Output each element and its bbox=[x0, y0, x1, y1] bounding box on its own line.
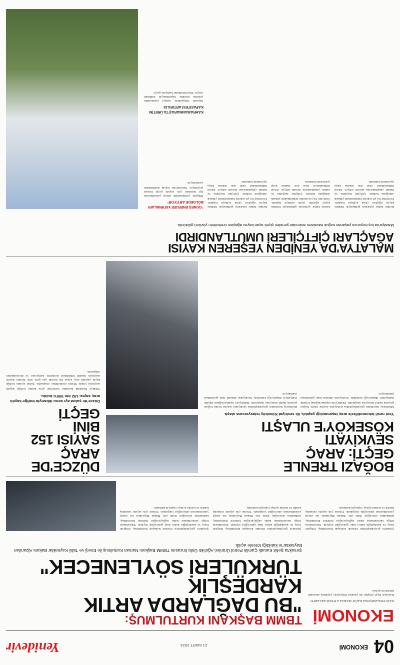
malatya-headline-2: AĞAÇLARI ÇİFTÇİLERİ UMUTLANDIRDI bbox=[175, 229, 394, 244]
top-right-text: Kazançlı fiyat artışları ile pazarın ihtiyaçları yapılmış ekonomi haberleri sayfası bbox=[308, 588, 394, 597]
page-number: 04 bbox=[373, 636, 394, 657]
divider-2 bbox=[6, 256, 394, 257]
train-photo bbox=[106, 415, 198, 473]
main-body-col-1: Şırnak'ta gerçekleştirilen törende konuşan Kurtulmuş, bölgede barış ve kardeşliğin kalıcı hale geleceğini söyledi. Yatırımların bölge ekonomisine katkı sağlayacağını belirten Kurtulmuş, istihdamın artacağını ifade etti. Bakan Bayraktar ise enerji yatırımlarının süreceğini vurguladı. Törene çok sayıda vatandaş katıldı ve tesisin açılışı coşkuyla kutlandı. bbox=[305, 505, 394, 531]
apricot-orchard-photo bbox=[6, 9, 138, 209]
main-story bbox=[6, 535, 302, 627]
malatya-body-col-1: Kentte bahar aylarının gelmesiyle birlikte kayısı ağaçları çiçek açmaya başladı. Üreticiler bu yıl rekolte beklentisinin yüksek olduğunu belirtti. Çiftçiler ilaçlama ve bakım çalışmalarına devam ediyor. Ziraat mühendisleri zirai don riskine karşı uyarılarda bulundu. bbox=[334, 179, 394, 209]
side-headline: "GÜNEŞ ENERJİSİ YATIRIMLARI BÖLGEDE ARTIYOR" bbox=[148, 200, 204, 209]
ekonomi-brand: EKONOMİ bbox=[312, 606, 394, 625]
section-label: EKONOMİ bbox=[339, 643, 368, 649]
malatya-columns bbox=[144, 9, 394, 209]
main-story-columns bbox=[6, 481, 394, 531]
main-body-col-3: Şırnak'ta gerçekleştirilen törende konuşan Kurtulmuş, bölgede barış ve kardeşliğin kalıcı hale geleceğini söyledi. Yatırımların bölge ekonomisine katkı sağlayacağını belirten Kurtulmuş, istihdamın artacağını ifade etti. Bakan Bayraktar ise enerji yatırımlarının süreceğini vurguladı. Törene çok sayıda vatandaş katıldı ve tesisin açılışı coşkuyla kutlandı. bbox=[119, 505, 209, 531]
small-body: Deprem bölgesinde sanayi tesislerinin yeniden üretime başlamasıyla istihdam artıyor. Yeni fabrikalar faaliyete geçti. bbox=[144, 90, 204, 103]
vehicle-body: Türkiye İstatistik Kurumu verilerine göre kentte trafiğe kayıtlı araçların yüzde 50'sini otomobiller oluşturdu. Şubat ayında trafiğe kaydı yapılan araç sayısı bir önceki aya göre arttı. Kentte kayıtlı araçların önemli bölümünü otomobil, kamyonet ve motosikletler oluşturdu. bbox=[6, 369, 100, 391]
vehicle-headline-1: DÜZCE'DE ARAÇ bbox=[31, 445, 100, 475]
top-right-title: NATO DEKAMIŞUMA KAĞIT MAMALA FİYATLARI ARTTI bbox=[310, 599, 394, 603]
side-story bbox=[144, 9, 204, 209]
divider bbox=[6, 476, 394, 477]
newspaper-logo: Yenidevir bbox=[6, 639, 60, 654]
main-kicker: TBMM BAŞKANI KURTULMUŞ: bbox=[124, 613, 302, 627]
brand-block bbox=[308, 539, 394, 625]
vehicle-story bbox=[6, 261, 100, 473]
bogaz-deck: Yeni nesil lokomotiflerle araç taşımacılığı yapıldı, ilk sevkiyat Köseköy istasyonuna ulaştı. bbox=[223, 411, 394, 417]
bogaz-headline-4: KÖSEKÖY'E ULAŞTI bbox=[261, 419, 394, 436]
bogaz-headline-2: GEÇTİ: ARAÇ bbox=[306, 445, 394, 462]
bogaz-body-col-2: Marmaray üzerinden gerçekleştirilen sevkiyatta araçlar trenle boğazı geçerek hedef istasyona ulaştırıldı. Demiryolu taşımacılığının lojistik maliyetleri düşüreceği belirtildi. Sevkiyatın düzenli hale getirilmesi planlanıyor. bbox=[204, 392, 298, 409]
main-body-col-2: Şırnak'ta gerçekleştirilen törende konuşan Kurtulmuş, bölgede barış ve kardeşliğin kalıcı hale geleceğini söyledi. Yatırımların bölge ekonomisine katkı sağlayacağını belirten Kurtulmuş, istihdamın artacağını ifade etti. Bakan Bayraktar ise enerji yatırımlarının süreceğini vurguladı. Törene çok sayıda vatandaş katıldı ve tesisin açılışı coşkuyla kutlandı. bbox=[212, 505, 302, 531]
issue-date: 21 MART 2024 bbox=[180, 643, 208, 649]
ceremony-photo bbox=[6, 481, 116, 531]
side-body: Bölgede yenilenebilir enerji yatırımlarına ilgi artarken çok sayıda proje hayata geçiriliyor. Yatırımcılar teşvik sisteminden yararlanıyor. bbox=[144, 181, 204, 198]
vehicle-headline-2: SAYISI 152 BİNİ bbox=[31, 419, 100, 449]
main-deck: Şırnak'ta Şehit Kanatlı Çamlık Petrol Ürünleri Ağırlıktı Ünlü İmzasını TBMM Başkanı Numan Kurtulmuş ile Enerji ve Tabii Kaynaklar Bakanı Alparslan Bayraktar'ın katıldığı törenle açıldı. bbox=[14, 542, 302, 553]
bogaz-story bbox=[204, 261, 394, 473]
masthead bbox=[6, 630, 394, 661]
bogaz-body-col-1: Marmaray üzerinden gerçekleştirilen sevkiyatta araçlar trenle boğazı geçerek hedef istasyona ulaştırıldı. Demiryolu taşımacılığının lojistik maliyetleri düşüreceği belirtildi. Sevkiyatın düzenli hale getirilmesi planlanıyor. bbox=[300, 392, 394, 409]
malatya-headline-1: MALATYA'DA YENİDEN YEŞEREN KAYISI bbox=[168, 241, 394, 255]
car-photo bbox=[106, 261, 198, 409]
malatya-header bbox=[6, 213, 394, 253]
malatya-deck: Malatya'da kış boyunca yaşanan soğuk havaların ardından yeniden çiçek açan kayısı ağaçları üreticilerin yüzünü güldürdü. bbox=[176, 223, 394, 229]
bogaz-headline-1: BOĞAZI TRENLE bbox=[283, 459, 394, 475]
malatya-body-col-2: Kentte bahar aylarının gelmesiyle birlikte kayısı ağaçları çiçek açmaya başladı. Üreticiler bu yıl rekolte beklentisinin yüksek olduğunu belirtti. Çiftçiler ilaçlama ve bakım çalışmalarına devam ediyor. Ziraat mühendisleri zirai don riskine karşı uyarılarda bulundu. bbox=[271, 179, 331, 209]
vehicle-deck: Düzce'de şubat ayı sonu itibarıyla trafiğe kayıtlı araç sayısı 152 bin 500'ü buldu. bbox=[10, 393, 100, 404]
small-headline: KAHRAMANMARAŞ'TA ÜRETİM KAPASİTESİ ARTIRILDI bbox=[149, 105, 204, 114]
vehicle-headline-3: GEÇTİ bbox=[58, 405, 100, 422]
bogaz-headline-3: SEVKİYATI bbox=[325, 432, 394, 449]
main-headline-line2: TÜRKÜLERİ SÖYLENECEK" bbox=[39, 555, 302, 577]
malatya-body-col-3: Kentte bahar aylarının gelmesiyle birlikte kayısı ağaçları çiçek açmaya başladı. Üreticiler bu yıl rekolte beklentisinin yüksek olduğunu belirtti. Çiftçiler ilaçlama ve bakım çalışmalarına devam ediyor. Ziraat mühendisleri zirai don riskine karşı uyarılarda bulundu. bbox=[207, 179, 267, 209]
main-headline-line1: "BU DAĞLARDA ARTIK KARDEŞLİK bbox=[83, 574, 302, 615]
